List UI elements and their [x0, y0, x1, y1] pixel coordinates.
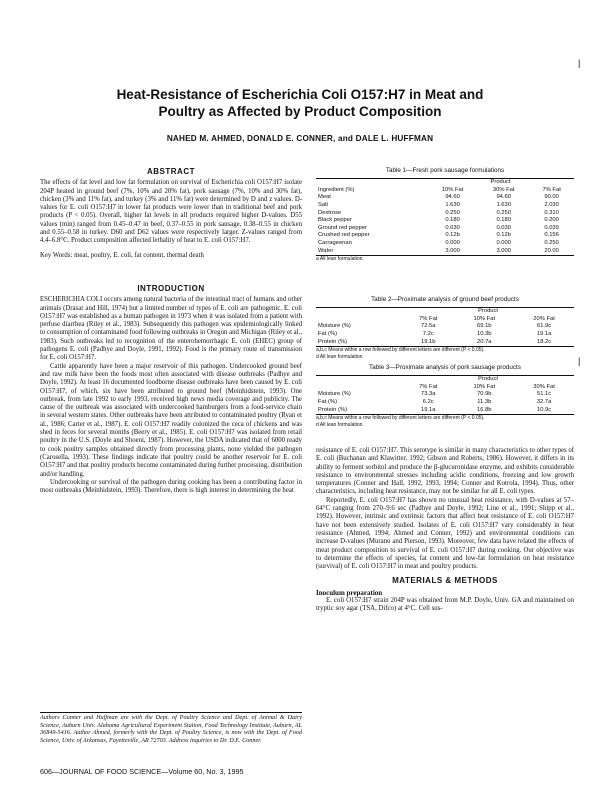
- row-label: Moisture (%): [318, 391, 351, 398]
- table3-column-header: 10% Fat: [473, 383, 496, 390]
- row-label: Dextrose: [318, 209, 342, 216]
- table-cell: 11.3b: [477, 399, 492, 406]
- table-3-caption: Table 3—Proximate analysis of pork sausage products: [369, 364, 521, 371]
- abstract-heading: ABSTRACT: [147, 167, 195, 176]
- body-paragraph-3: E. coli O157:H7 strain 204P was obtained from M.P. Doyle, Univ. GA and maintained on tryptic soy agar (TSA, Difco) at 4°C. Cell sus-: [316, 597, 574, 613]
- table-cell: 18.2c: [514, 339, 574, 347]
- table-3: [316, 364, 574, 428]
- table-row: [316, 240, 574, 248]
- table1-column-header: 7% Fat: [542, 186, 561, 193]
- table-cell: 0.000: [445, 240, 460, 247]
- keywords: Key Words: meat, poultry, E. coli, fat content, thermal death: [40, 251, 204, 259]
- methods-heading: MATERIALS & METHODS: [392, 576, 498, 586]
- table-cell: 51.1c: [536, 391, 552, 398]
- table-cell: 7.2c: [422, 331, 434, 338]
- table-row: [316, 339, 574, 347]
- table-cell: 0.250: [496, 209, 511, 216]
- table-cell: 61.9c: [536, 323, 552, 330]
- table-cell: 20.00: [529, 248, 574, 256]
- table1-column-header: Ingredient (%): [318, 186, 355, 193]
- table-2-note-2: d All lean formulation.: [316, 353, 364, 360]
- table-row: [316, 399, 574, 407]
- table-cell: 0.030: [496, 224, 511, 231]
- row-label: Fat (%): [318, 331, 338, 338]
- intro-paragraph-3: Undercooking or survival of the pathogen during cooking has been a contributing factor in most outbreaks (Meinhidstein, 1993). Therefore, there is high interest in determining the heat: [40, 478, 302, 495]
- table-row: [316, 407, 574, 415]
- table-cell: 69.1b: [477, 323, 492, 330]
- table-cell: 0.200: [544, 217, 559, 224]
- table-cell: 10.3b: [477, 331, 492, 338]
- intro-section: [40, 285, 302, 495]
- table-row: [316, 225, 574, 233]
- table2-column-header: 20% Fat: [533, 315, 555, 322]
- table-cell: 10.9c: [514, 407, 574, 415]
- table-cell: 16.8b: [454, 407, 514, 415]
- table-1: [316, 167, 574, 263]
- intro-paragraph-1: ESCHERICHIA COLI occurs among natural bacteria of the intestinal tract of humans and other animals (Drasar and Hill, 1974) but a limited number of types of E. coli are pathogenic. E. coli O157:H7 was established as a human pathogen in 1973 when it was isolated from a patient with perfuse diarrhea (Riley et al., 1983). Subsequently this pathogen was epidemiologically linked to consumption of contaminated food following outbreaks in Oregon and Michigan (Riley et al., 1983). Such outbreaks led to recognition of the enterohemorrhagic E. coli (EHEC) group of pathogens E. coli (Padhye and Doyle, 1991, 1992). Food is the primary route of transmission for E. coli O157:H7.: [40, 296, 302, 362]
- title-line-1: Heat-Resistance of Escherichia Coli O157:H7 in Meat and: [116, 87, 484, 102]
- abstract-text: The effects of fat level and low fat formulation on survival of Escherichia coli O157:H7 isolate 204P heated in ground beef (7%, 10% and 20% fat), pork sausage (7%, 10% and 30% fat), chicken (3% and 11% fat), and turkey (3% and 11% fat) were determined by D and z values. D-values for E. coli O157:H7 in lower fat products were lower than in traditional beef and pork products (P < 0.05). Overall, higher fat levels in all products required higher D-values. D55 values (min) ranged from 0.45–0.47 in beef, 0.37–0.55 in pork sausage, 0.38–0.55 in chicken and 0.55–0.58 in turkey. D60 and D62 values were respectively larger. Z-values ranged from 4.4–6.8°C. Product composition affected lethality of heat to E. coli O157:H7.: [40, 179, 302, 245]
- row-label: Meat: [318, 194, 331, 201]
- table-2-group-header: Product: [402, 308, 574, 316]
- inoculum-heading: Inoculum preparation: [316, 588, 383, 597]
- table-cell: 70.9b: [477, 391, 492, 398]
- row-label: Moisture (%): [318, 323, 351, 330]
- table-row: [316, 248, 574, 256]
- author-footnote: Authors Conner and Huffman are with the Dept. of Poultry Science and Dept. of Animal & Dairy Science, Auburn Univ. Alabama Agricultural Experiment Station, Food Technology Institute, Auburn, AL 36849-5416. Author Ahmed, formerly with the Dept. of Poultry Science, is now with the Dept. of Food Science, Univ. of Arkansas, Fayetteville, AR 72703. Address inquiries to Dr. D.E. Conner.: [40, 714, 302, 744]
- table-row: [316, 391, 574, 399]
- table-row: [316, 232, 574, 240]
- table2-column-header: 7% Fat: [419, 315, 438, 322]
- footnote-rule: [40, 712, 302, 713]
- table-2-grid: [316, 307, 574, 347]
- table-2-caption: Table 2—Proximate analysis of ground beef products: [371, 296, 519, 303]
- table-cell: 0.310: [544, 209, 559, 216]
- right-body: [316, 447, 574, 614]
- table-1-grid: [316, 178, 574, 256]
- table-cell: 94.60: [496, 194, 511, 201]
- table-cell: 32.7a: [536, 399, 552, 406]
- margin-mark: |: [578, 356, 581, 366]
- table-2-note-1: a,b,c Means within a row followed by different letters are different (P < 0.05).: [316, 347, 485, 354]
- table-row: [316, 194, 574, 202]
- table-row: [316, 217, 574, 225]
- table-cell: 90.00: [544, 194, 559, 201]
- table-1-note: a All lean formulation.: [316, 256, 364, 263]
- table2-column-header: 10% Fat: [473, 315, 496, 322]
- table-row: [316, 331, 574, 339]
- table-cell: 0.030: [445, 224, 460, 231]
- table-2: [316, 296, 574, 360]
- table-cell: 1.630: [496, 202, 511, 209]
- table-3-group-header: Product: [402, 376, 574, 384]
- body-paragraph-2: Reportedly, E. coli O157:H7 has shown no unusual heat resistance, with D-values at 57–64°C ranging from 270–9.6 sec (Padhye and Doyle, 1992; Line et al., 1991; Shipp et al., 1992). However, intrinsic and extrinsic factors that affect heat resistance of E. coli O157:H7 have not been extensively studied. Isolates of E. coli O157:H7 vary considerably in heat resistance (Ahmed, 1994; Ahmed and Conner, 1992) and environmental conditions can increase D-values (Murano and Pierson, 1993). Moreover, few data have related the effects of meat product composition to survival of E. coli O157:H7 during cooking. Our objective was to determine the effects of species, fat content and low-fat formulation on heat resistance (survival) of E. coli O157:H7 in meat and poultry products.: [316, 496, 574, 571]
- table-cell: 0.000: [496, 240, 511, 247]
- margin-mark: |: [578, 58, 581, 68]
- table-cell: 6.2c: [422, 399, 434, 406]
- row-label: Crushed red pepper: [318, 232, 370, 239]
- table-cell: 19.1a: [402, 407, 454, 415]
- author-list: NAHED M. AHMED, DONALD E. CONNER, and DALE L. HUFFMAN: [166, 134, 434, 143]
- table-3-note-2: d All lean formulation.: [316, 421, 364, 428]
- intro-heading: INTRODUCTION: [137, 284, 205, 293]
- title-line-2: Poultry as Affected by Product Composition: [158, 104, 442, 119]
- table-cell: 3.000: [478, 248, 529, 256]
- intro-paragraph-2: Cattle apparently have been a major reservoir of this pathogen. Undercooked ground beef and raw milk have been the foods most often associated with disease outbreaks (Padhye and Doyle, 1992). At least 16 documented foodborne disease outbreaks have been caused by E. coli O157:H7, of which, six have been attributed to ground beef (Meinhidstein, 1993). One outbreak, from late 1992 to early 1993, received high news media coverage and publicity. The cause of the outbreak was associated with undercooked hamburgers from a food-service chain in several western states. Other outbreaks have been attributed to contaminated poultry (Ryan et al., 1986; Carter et al., 1987). E. coli O157:H7 readily colonized the ceca of chickens and was shed in feces for several months (Beery et al., 1985). E. coli O157:H7 was isolated from retail poultry in the U.S. (Doyle and Shoeni, 1987). However, the USDA indicated that of 6000 ready to cook poultry samples obtained directly from processing plants, none yielded the pathogen (Carosella, 1993). These findings indicate that poultry could be another reservoir for E. coli O157:H7 and that poultry products become contaminated during further processing, distribution and/or handling.: [40, 362, 302, 478]
- table-cell: 0.250: [445, 209, 460, 216]
- table-cell: 0.12b: [445, 232, 460, 239]
- table-cell: 1.630: [445, 202, 460, 209]
- table-cell: 3.000: [427, 248, 478, 256]
- table-cell: 2.030: [544, 202, 559, 209]
- table-row: [316, 323, 574, 331]
- table3-column-header: 30% Fat: [533, 383, 555, 390]
- table-row: [316, 202, 574, 210]
- table-1-group-header: Product: [427, 179, 574, 187]
- table2-column-header: [316, 316, 402, 324]
- table3-column-header: 7% Fat: [419, 383, 438, 390]
- row-label: Fat (%): [318, 399, 338, 406]
- article-title: [0, 86, 600, 120]
- row-label: Protein (%): [316, 407, 402, 415]
- table-cell: 0.12b: [496, 232, 511, 239]
- table-3-note-1: a,b,c Means within a row followed by different letters are different (P < 0.05).: [316, 415, 485, 422]
- table-cell: 0.156: [544, 232, 559, 239]
- table-cell: 0.039: [544, 224, 559, 231]
- table-cell: 19.1a: [536, 331, 552, 338]
- row-label: Black pepper: [318, 217, 352, 224]
- table1-column-header: 30% Fat: [492, 186, 515, 193]
- row-label: Protein (%): [316, 339, 402, 347]
- table-cell: 72.5a: [420, 323, 436, 330]
- row-label: Ground red pepper: [318, 224, 367, 231]
- row-label: Salt: [318, 202, 328, 209]
- table-cell: 20.7a: [454, 339, 514, 347]
- table-cell: 73.3a: [420, 391, 436, 398]
- table-cell: 94.60: [445, 194, 460, 201]
- row-label: Water: [316, 248, 427, 256]
- abstract-section: [40, 168, 302, 260]
- table1-column-header: 10% Fat: [441, 186, 464, 193]
- body-paragraph-1: resistance of E. coli O157:H7. This serotype is similar in many characteristics to other types of E. coli (Buchanan and Klawitter, 1992; Gibson and Roberts, 1986). However, it differs in its ability to ferment sorbitol and produce the β-glucuronidase enzyme, and exhibits considerable resistance to environmental stresses including acidic conditions, freezing and low growth temperatures (Conner and Hall, 1992, 1993, 1994; Conner and Kotrola, 1994). Thus, other characteristics, including heat resistance, may not be similar for all E. coli types.: [316, 447, 574, 496]
- table3-column-header: [316, 384, 402, 392]
- table-1-caption: Table 1—Fresh pork sausage formulations: [385, 167, 505, 174]
- table-cell: 19.1b: [402, 339, 454, 347]
- table-cell: 0.180: [496, 217, 511, 224]
- table-row: [316, 210, 574, 218]
- table-cell: 0.180: [445, 217, 460, 224]
- page-footer: 606—JOURNAL OF FOOD SCIENCE—Volume 60, No. 3, 1995: [40, 767, 244, 776]
- table-cell: 0.250: [544, 240, 559, 247]
- row-label: Carrageenan: [318, 240, 352, 247]
- table-3-grid: [316, 375, 574, 415]
